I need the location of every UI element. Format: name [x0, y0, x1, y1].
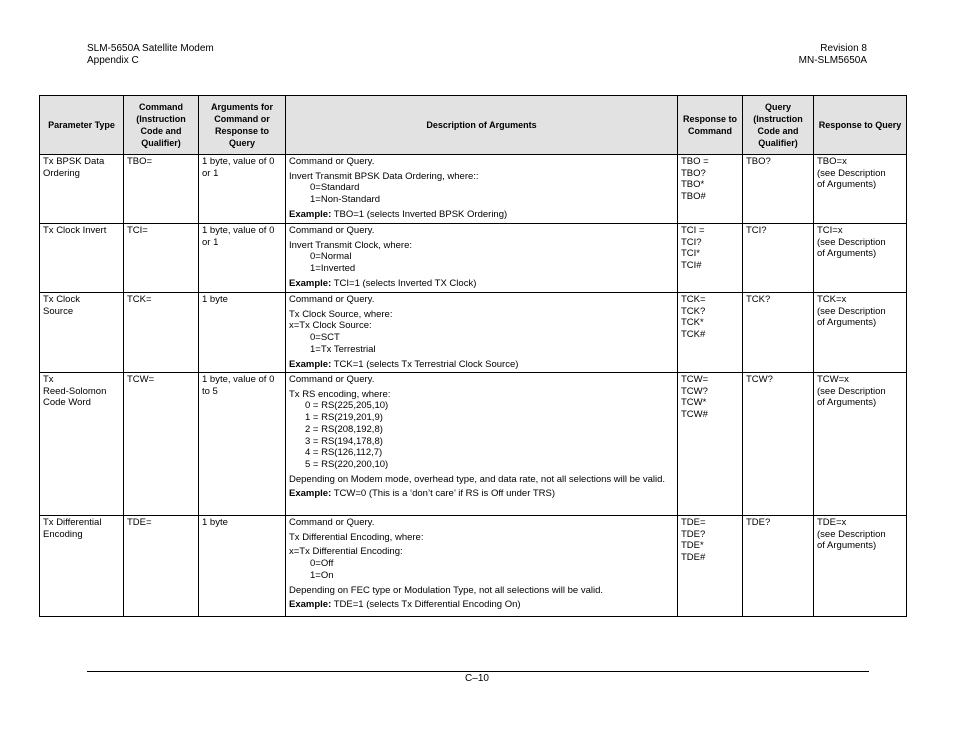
col-header-description: Description of Arguments [286, 96, 678, 155]
command-cell: TCI= [124, 224, 199, 293]
command-cell: TCK= [124, 293, 199, 373]
table-row [40, 155, 907, 224]
response-cell: TDE= TDE? TDE* TDE# [678, 516, 743, 617]
response-to-query-cell: TCI=x (see Description of Arguments) [814, 224, 907, 293]
query-cell: TCW? [743, 373, 814, 516]
query-cell: TBO? [743, 155, 814, 224]
description-cell: Command or Query. Invert Transmit BPSK Data Ordering, where:: 0=Standard 1=Non-Standard Example: TBO=1 (selects Inverted BPSK Ordering) [286, 155, 678, 224]
table-row [40, 373, 907, 516]
description-note: Depending on FEC type or Modulation Type, not all selections will be valid. [289, 584, 604, 596]
response-to-query-cell: TCW=x (see Description of Arguments) [814, 373, 907, 516]
response-to-query-cell: TDE=x (see Description of Arguments) [814, 516, 907, 617]
example-line: Example: TCI=1 (selects Inverted TX Clock) [289, 277, 477, 289]
page-number: C–10 [465, 673, 489, 684]
col-header-command: Command (Instruction Code and Qualifier) [124, 96, 199, 155]
footer-divider [87, 671, 869, 672]
description-cell: Command or Query. Tx RS encoding, where: 0 = RS(225,205,10) 1 = RS(219,201,9) 2 = RS(208,192,8) 3 = RS(194,178,8) 4 = RS(126,112,7) 5 = RS(220,200,10) Depending on Modem mode, overhead type, and data rate, not all selections will be valid. Example: TCW=0 (This is a ‘don’t care’ if RS is Off under TRS) [286, 373, 678, 516]
query-cell: TCI? [743, 224, 814, 293]
description-cell: Command or Query. Invert Transmit Clock, where: 0=Normal 1=Inverted Example: TCI=1 (selects Inverted TX Clock) [286, 224, 678, 293]
args-cell: 1 byte, value of 0 or 1 [199, 224, 286, 293]
args-cell: 1 byte, value of 0 or 1 [199, 155, 286, 224]
description-cell: Command or Query. Tx Clock Source, where: x=Tx Clock Source: 0=SCT 1=Tx Terrestrial Example: TCK=1 (selects Tx Terrestrial Clock Source) [286, 293, 678, 373]
example-line: Example: TDE=1 (selects Tx Differential Encoding On) [289, 599, 521, 611]
response-cell: TCW= TCW? TCW* TCW# [678, 373, 743, 516]
command-table [39, 95, 907, 617]
header-right [799, 43, 867, 67]
args-cell: 1 byte [199, 516, 286, 617]
args-cell: 1 byte [199, 293, 286, 373]
col-header-response-to-query: Response to Query [814, 96, 907, 155]
response-to-query-cell: TCK=x (see Description of Arguments) [814, 293, 907, 373]
table-header-row [40, 96, 907, 155]
param-cell: Tx BPSK Data Ordering [40, 155, 124, 224]
table-row [40, 293, 907, 373]
response-cell: TCI = TCI? TCI* TCI# [678, 224, 743, 293]
args-cell: 1 byte, value of 0 to 5 [199, 373, 286, 516]
document-title: SLM-5650A Satellite Modem [87, 43, 214, 54]
response-cell: TCK= TCK? TCK* TCK# [678, 293, 743, 373]
manual-number: MN-SLM5650A [798, 55, 867, 66]
description-cell: Command or Query. Tx Differential Encoding, where: x=Tx Differential Encoding: 0=Off 1=On Depending on FEC type or Modulation Type, not all selections will be valid. Example: TDE=1 (selects Tx Differential Encoding On) [286, 516, 678, 617]
example-line: Example: TCW=0 (This is a ‘don’t care’ if RS is Off under TRS) [289, 488, 556, 500]
query-cell: TDE? [743, 516, 814, 617]
header-left [87, 43, 214, 67]
appendix-label: Appendix C [87, 55, 139, 66]
example-line: Example: TBO=1 (selects Inverted BPSK Ordering) [289, 208, 508, 220]
param-cell: Tx Reed-Solomon Code Word [40, 373, 124, 516]
table-row [40, 224, 907, 293]
example-line: Example: TCK=1 (selects Tx Terrestrial Clock Source) [289, 358, 519, 370]
description-note: Depending on Modem mode, overhead type, and data rate, not all selections will be valid. [289, 473, 666, 485]
param-cell: Tx Clock Source [40, 293, 124, 373]
col-header-arguments: Arguments for Command or Response to Query [199, 96, 286, 155]
revision-label: Revision 8 [820, 43, 867, 54]
response-to-query-cell: TBO=x (see Description of Arguments) [814, 155, 907, 224]
command-cell: TDE= [124, 516, 199, 617]
col-header-response-to-command: Response to Command [678, 96, 743, 155]
response-cell: TBO = TBO? TBO* TBO# [678, 155, 743, 224]
command-cell: TCW= [124, 373, 199, 516]
col-header-query: Query (Instruction Code and Qualifier) [743, 96, 814, 155]
param-cell: Tx Clock Invert [40, 224, 124, 293]
col-header-parameter-type: Parameter Type [40, 96, 124, 155]
param-cell: Tx Differential Encoding [40, 516, 124, 617]
command-cell: TBO= [124, 155, 199, 224]
table-row [40, 516, 907, 617]
query-cell: TCK? [743, 293, 814, 373]
